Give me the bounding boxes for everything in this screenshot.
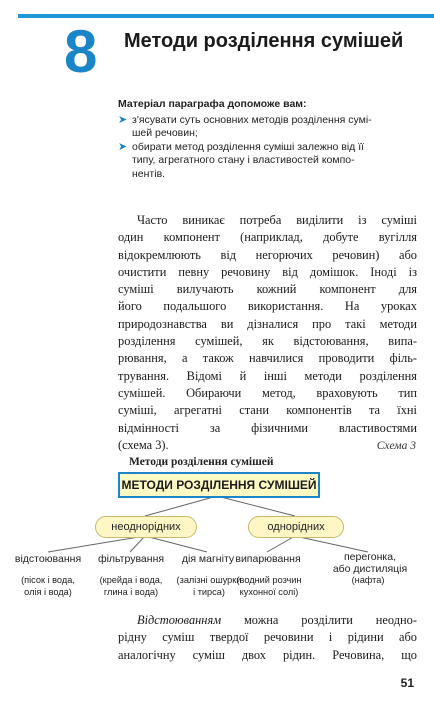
method-magnet: дія магніту xyxy=(181,553,235,565)
text-line: відокремлюють від негорючих речовин) або xyxy=(118,247,417,262)
italic-term: Відстоюванням xyxy=(137,613,222,627)
method-distillation-line: або дистиляція xyxy=(332,563,408,575)
chapter-title: Методи розділення сумішей xyxy=(124,30,404,52)
chapter-number: 8 xyxy=(64,18,97,85)
example-distillation xyxy=(330,575,406,587)
example-line: (крейда і вода, xyxy=(99,575,163,585)
example-settling xyxy=(10,575,86,598)
branch-homogeneous: однорідних xyxy=(248,516,344,538)
method-settling: відстоювання xyxy=(14,553,82,565)
method-filtration: фільтрування xyxy=(97,553,165,565)
goal-line: обирати метод розділення суміші залежно від її xyxy=(132,140,365,153)
outro-paragraph xyxy=(118,612,417,664)
example-filtration xyxy=(92,575,170,598)
method-distillation-line: перегонка, xyxy=(343,551,397,563)
method-distillation xyxy=(328,551,412,575)
example-line: (залізні ошурки xyxy=(176,575,242,585)
text-line: сумішей. Обираючи метод, враховують тип xyxy=(118,385,417,400)
text-line: розділення сумішей, як відстоювання, випа- xyxy=(118,334,417,349)
goal-line: з'ясувати суть основних методів розділення сумі- xyxy=(132,113,372,126)
goal-line: шей речовин; xyxy=(132,127,198,139)
text-line: відмінності за фізичними властивостями xyxy=(118,420,417,435)
text-line: очистити певну речовину від домішок. Іноді із xyxy=(118,264,417,279)
example-evaporation xyxy=(226,575,312,598)
text-line: природознавства ви дізналися про такі методи xyxy=(118,316,417,331)
text-line: (схема 3). xyxy=(118,437,169,452)
text-line xyxy=(118,612,417,629)
text-line: рювання, а також навчилися проводити філь- xyxy=(118,351,417,366)
goals-heading: Матеріал параграфа допоможе вам: xyxy=(118,98,307,110)
example-line: (нафта) xyxy=(351,575,385,585)
scheme-label: Схема 3 xyxy=(376,440,416,452)
chevron-right-icon: ➤ xyxy=(118,140,128,153)
example-line: і тирса) xyxy=(193,586,225,597)
text-line: аналогічну суміш двох рідин. Речовина, що xyxy=(118,647,417,662)
example-line: глина і вода) xyxy=(103,586,159,597)
text-run: можна розділити неодно- xyxy=(221,613,417,627)
example-line: кухонної солі) xyxy=(239,586,299,597)
text-line: Часто виникає потреба виділити із суміші xyxy=(137,213,417,227)
method-evaporation: випарювання xyxy=(235,553,301,565)
diagram-title: Методи розділення сумішей xyxy=(129,456,274,468)
goal-line: нентів. xyxy=(132,167,166,180)
branch-heterogeneous: неоднорідних xyxy=(95,516,197,538)
text-line: один компонент (наприклад, добуте вугілля xyxy=(118,230,417,245)
text-line: рідну суміш твердої речовини і рідини або xyxy=(118,630,417,645)
chevron-right-icon: ➤ xyxy=(118,113,128,126)
text-line: суміші, агрегатні стани компонентів та їхні xyxy=(118,403,417,418)
page-number: 51 xyxy=(400,676,414,690)
text-line: трування. Відомі й інші методи розділення xyxy=(118,368,417,383)
goal-line: типу, агрегатного стану і властивостей компо- xyxy=(132,154,355,166)
example-line: олія і вода) xyxy=(24,586,72,597)
text-line: його подальшого використання. На уроках xyxy=(118,299,417,314)
text-line: суміші вилучають кожний компонент для xyxy=(118,282,417,297)
example-line: (пісок і вода, xyxy=(21,575,75,585)
example-line: (водний розчин xyxy=(236,575,302,585)
diagram-root-box: МЕТОДИ РОЗДІЛЕННЯ СУМІШЕЙ xyxy=(118,472,320,498)
